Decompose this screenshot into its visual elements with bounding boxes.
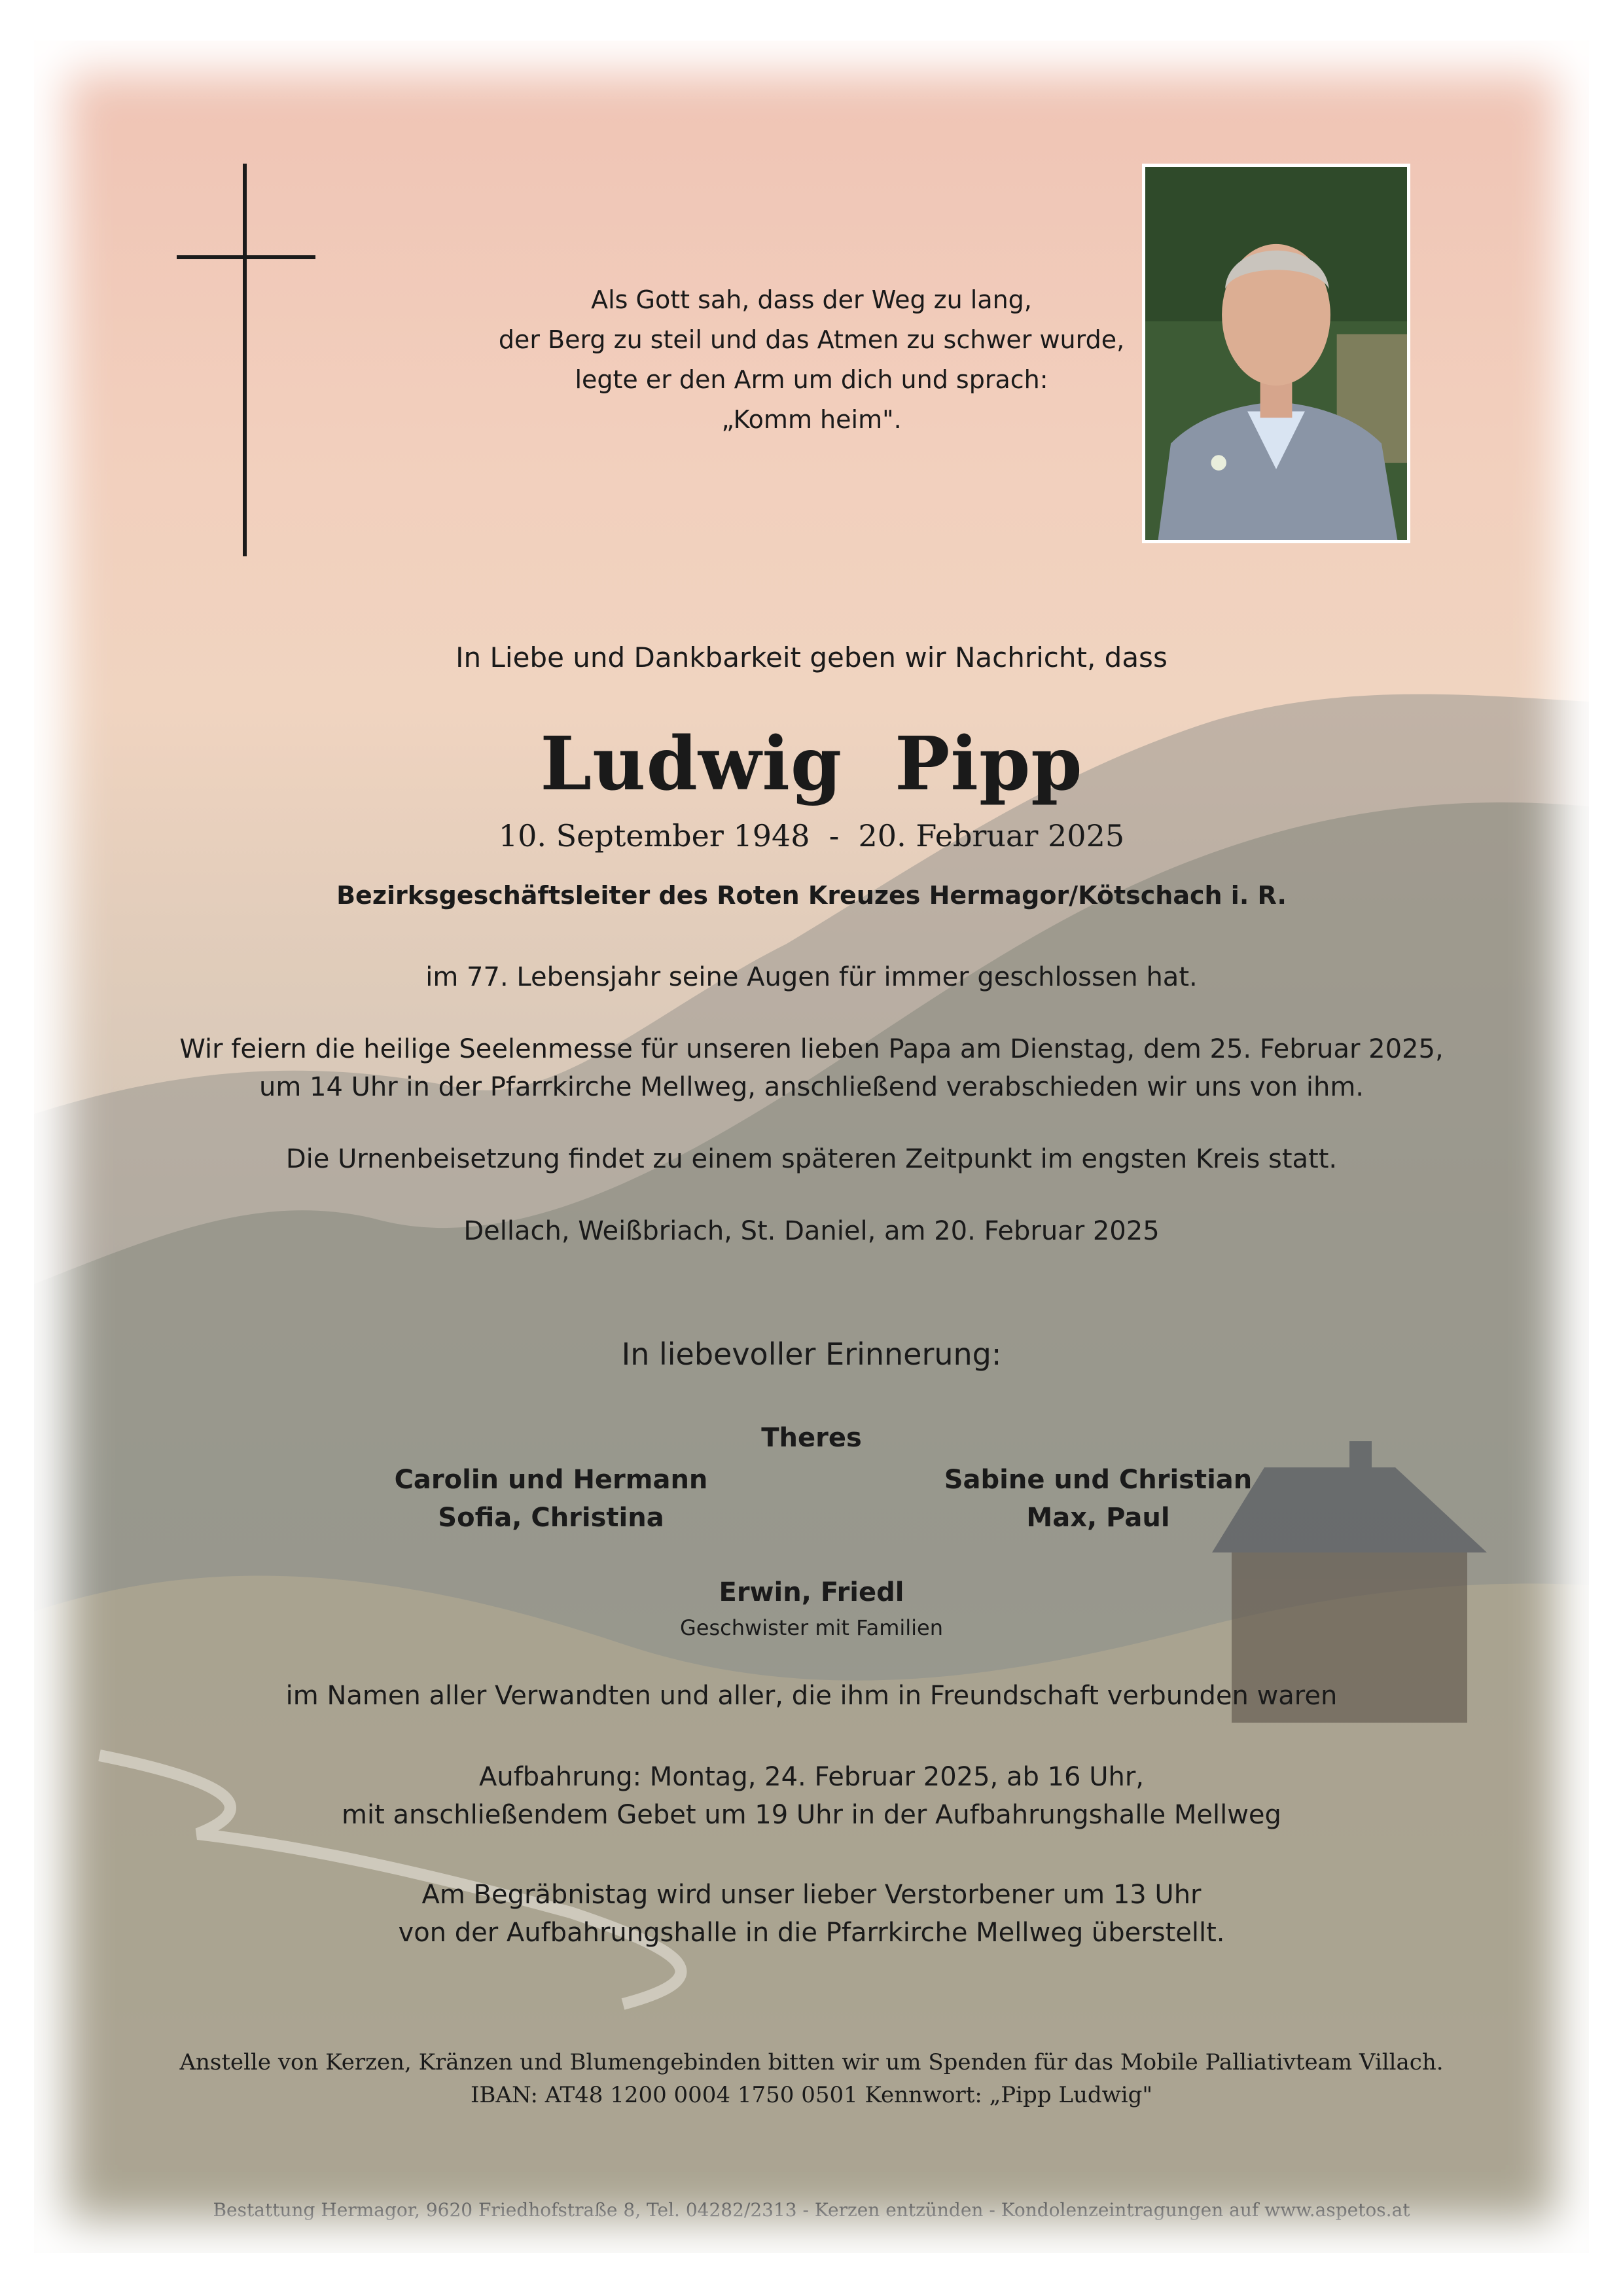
viewing-line: Aufbahrung: Montag, 24. Februar 2025, ab 16 Uhr,: [479, 1762, 1144, 1792]
donation-line: Anstelle von Kerzen, Kränzen und Blumengebinden bitten wir um Spenden für das Mobile Palliativteam Villach.: [179, 2049, 1444, 2075]
obituary-sheet: [34, 41, 1589, 2253]
donation-line: IBAN: AT48 1200 0004 1750 0501 Kennwort: „Pipp Ludwig": [470, 2082, 1153, 2108]
deceased-role: Bezirksgeschäftsleiter des Roten Kreuzes Hermagor/Kötschach i. R.: [336, 881, 1287, 910]
deceased-name: Ludwig Pipp: [540, 721, 1083, 807]
poem: [34, 280, 1589, 440]
donation: [34, 2046, 1589, 2111]
family-right: [804, 1461, 1393, 1537]
mass-line: Wir feiern die heilige Seelenmesse für unseren lieben Papa am Dienstag, dem 25. Februar 2025,: [179, 1034, 1444, 1064]
family-name: Sofia, Christina: [438, 1503, 664, 1533]
siblings-note: Geschwister mit Familien: [680, 1615, 943, 1640]
transfer-line: von der Aufbahrungshalle in die Pfarrkirche Mellweg überstellt.: [398, 1918, 1225, 1948]
footer: Bestattung Hermagor, 9620 Friedhofstraße 8, Tel. 04282/2313 - Kerzen entzünden - Kondolenzeintragungen auf www.aspetos.at: [213, 2199, 1410, 2221]
spouse-name: Theres: [761, 1423, 862, 1453]
remembrance-heading: In liebevoller Erinnerung:: [621, 1336, 1002, 1372]
poem-line: der Berg zu steil und das Atmen zu schwer wurde,: [498, 325, 1125, 354]
poem-line: legte er den Arm um dich und sprach:: [575, 365, 1048, 394]
family-name: Sabine und Christian: [944, 1465, 1253, 1495]
viewing-line: mit anschließendem Gebet um 19 Uhr in der Aufbahrungshalle Mellweg: [342, 1800, 1281, 1830]
family-left: [257, 1461, 846, 1537]
poem-line: „Komm heim".: [721, 405, 902, 434]
others-text: im Namen aller Verwandten und aller, die ihm in Freundschaft verbunden waren: [285, 1681, 1338, 1711]
transfer-line: Am Begräbnistag wird unser lieber Verstorbener um 13 Uhr: [421, 1880, 1202, 1910]
intro-text: In Liebe und Dankbarkeit geben wir Nachricht, dass: [455, 641, 1168, 673]
poem-line: Als Gott sah, dass der Weg zu lang,: [591, 285, 1032, 314]
mass-line: um 14 Uhr in der Pfarrkirche Mellweg, anschließend verabschieden wir uns von ihm.: [259, 1072, 1364, 1102]
family-name: Carolin und Hermann: [394, 1465, 708, 1495]
siblings-names: Erwin, Friedl: [719, 1577, 904, 1607]
life-dates: 10. September 1948 - 20. Februar 2025: [498, 818, 1125, 853]
passing-text: im 77. Lebensjahr seine Augen für immer geschlossen hat.: [425, 962, 1198, 992]
place-date: Dellach, Weißbriach, St. Daniel, am 20. Februar 2025: [463, 1216, 1160, 1246]
urn-text: Die Urnenbeisetzung findet zu einem späteren Zeitpunkt im engsten Kreis statt.: [285, 1144, 1338, 1174]
family-name: Max, Paul: [1026, 1503, 1170, 1533]
